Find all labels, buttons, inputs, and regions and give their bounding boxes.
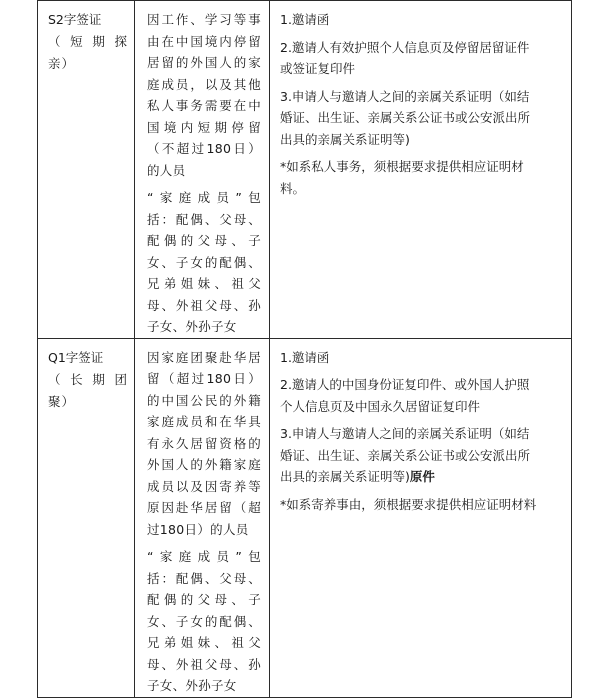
purpose-line: 家庭成员和在华具	[147, 414, 261, 429]
family-line: 兄弟姐妹、祖父	[147, 635, 261, 650]
visa-type-cell	[38, 1, 135, 339]
purpose-line: 国境内短期停留	[147, 119, 261, 135]
doc-line: 婚证、出生证、亲属关系公证书或公安派出所	[280, 110, 531, 125]
original-copy-label: 原件	[409, 469, 435, 484]
doc-line	[280, 466, 563, 488]
purpose-line: 外国人的外籍家庭	[147, 457, 261, 472]
family-line: 母、外祖父母、孙	[147, 297, 261, 313]
table-row-q1	[38, 338, 572, 697]
doc-line-text: 出具的亲属关系证明等)	[280, 469, 410, 484]
visa-desc-line: 聚）	[48, 393, 76, 409]
visa-desc-line: （长期团	[48, 371, 128, 387]
family-line: 括：配偶、父母、	[147, 570, 261, 586]
doc-line: 1.邀请函	[280, 12, 330, 27]
visa-type-cell	[38, 338, 135, 697]
purpose-line: 私人事务需要在中	[147, 98, 261, 113]
purpose-line: 成员以及因寄养等	[147, 478, 261, 494]
family-line: 子女、外孙子女	[147, 319, 237, 334]
visa-desc-line: 亲）	[48, 56, 76, 71]
family-line: 女、子女的配偶、	[147, 254, 261, 270]
purpose-line: 有永久居留资格的	[147, 435, 261, 451]
doc-line: 3.申请人与邀请人之间的亲属关系证明（如结	[280, 426, 530, 441]
purpose-line: 留（超过180日）	[147, 371, 261, 386]
doc-line: 2.邀请人有效护照个人信息页及停留居留证件	[280, 39, 530, 55]
purpose-line: 因工作、学习等事	[147, 12, 261, 27]
doc-line: 出具的亲属关系证明等)	[280, 131, 410, 147]
visa-code: S2字签证	[48, 12, 102, 27]
documents-cell	[270, 338, 572, 697]
family-line: 子女、外孙子女	[147, 678, 237, 693]
purpose-line: 庭成员，以及其他	[147, 76, 261, 92]
purpose-line: 的中国公民的外籍	[147, 392, 261, 408]
doc-line: 婚证、出生证、亲属关系公证书或公安派出所	[280, 447, 531, 463]
family-line: “家庭成员”包	[147, 190, 261, 205]
purpose-cell	[135, 338, 270, 697]
family-line: 母、外祖父母、孙	[147, 656, 261, 672]
visa-requirements-table	[37, 0, 572, 698]
purpose-line: 过180日）的人员	[147, 521, 249, 537]
family-line: 女、子女的配偶、	[147, 613, 261, 629]
purpose-line: 原因赴华居留（超	[147, 500, 261, 515]
visa-code: Q1字签证	[48, 349, 104, 365]
documents-cell	[270, 1, 572, 339]
family-line: 兄弟姐妹、祖父	[147, 276, 261, 291]
doc-line: 3.申请人与邀请人之间的亲属关系证明（如结	[280, 88, 530, 104]
doc-line: 2.邀请人的中国身份证复印件、或外国人护照	[280, 377, 530, 392]
family-line: 括：配偶、父母、	[147, 211, 261, 227]
family-line: “家庭成员”包	[147, 549, 261, 564]
table-row-s2	[38, 1, 572, 339]
doc-line: 个人信息页及中国永久居留证复印件	[280, 398, 481, 414]
purpose-line: 的人员	[147, 162, 186, 178]
doc-line: 1.邀请函	[280, 349, 330, 365]
note-line: *如系寄养事由，须根据要求提供相应证明材料	[280, 496, 537, 512]
family-line: 配偶的父母、子	[147, 233, 261, 248]
purpose-cell	[135, 1, 270, 339]
doc-line: 或签证复印件	[280, 61, 356, 76]
purpose-line: 居留的外国人的家	[147, 55, 261, 70]
visa-desc-line: （短期探	[48, 34, 128, 49]
purpose-line: 因家庭团聚赴华居	[147, 349, 261, 365]
family-line: 配偶的父母、子	[147, 592, 261, 607]
purpose-line: 由在中国境内停留	[147, 33, 261, 49]
note-line: *如系私人事务，须根据要求提供相应证明材	[280, 159, 524, 174]
purpose-line: （不超过180日）	[147, 141, 261, 156]
note-line: 料。	[280, 180, 306, 196]
